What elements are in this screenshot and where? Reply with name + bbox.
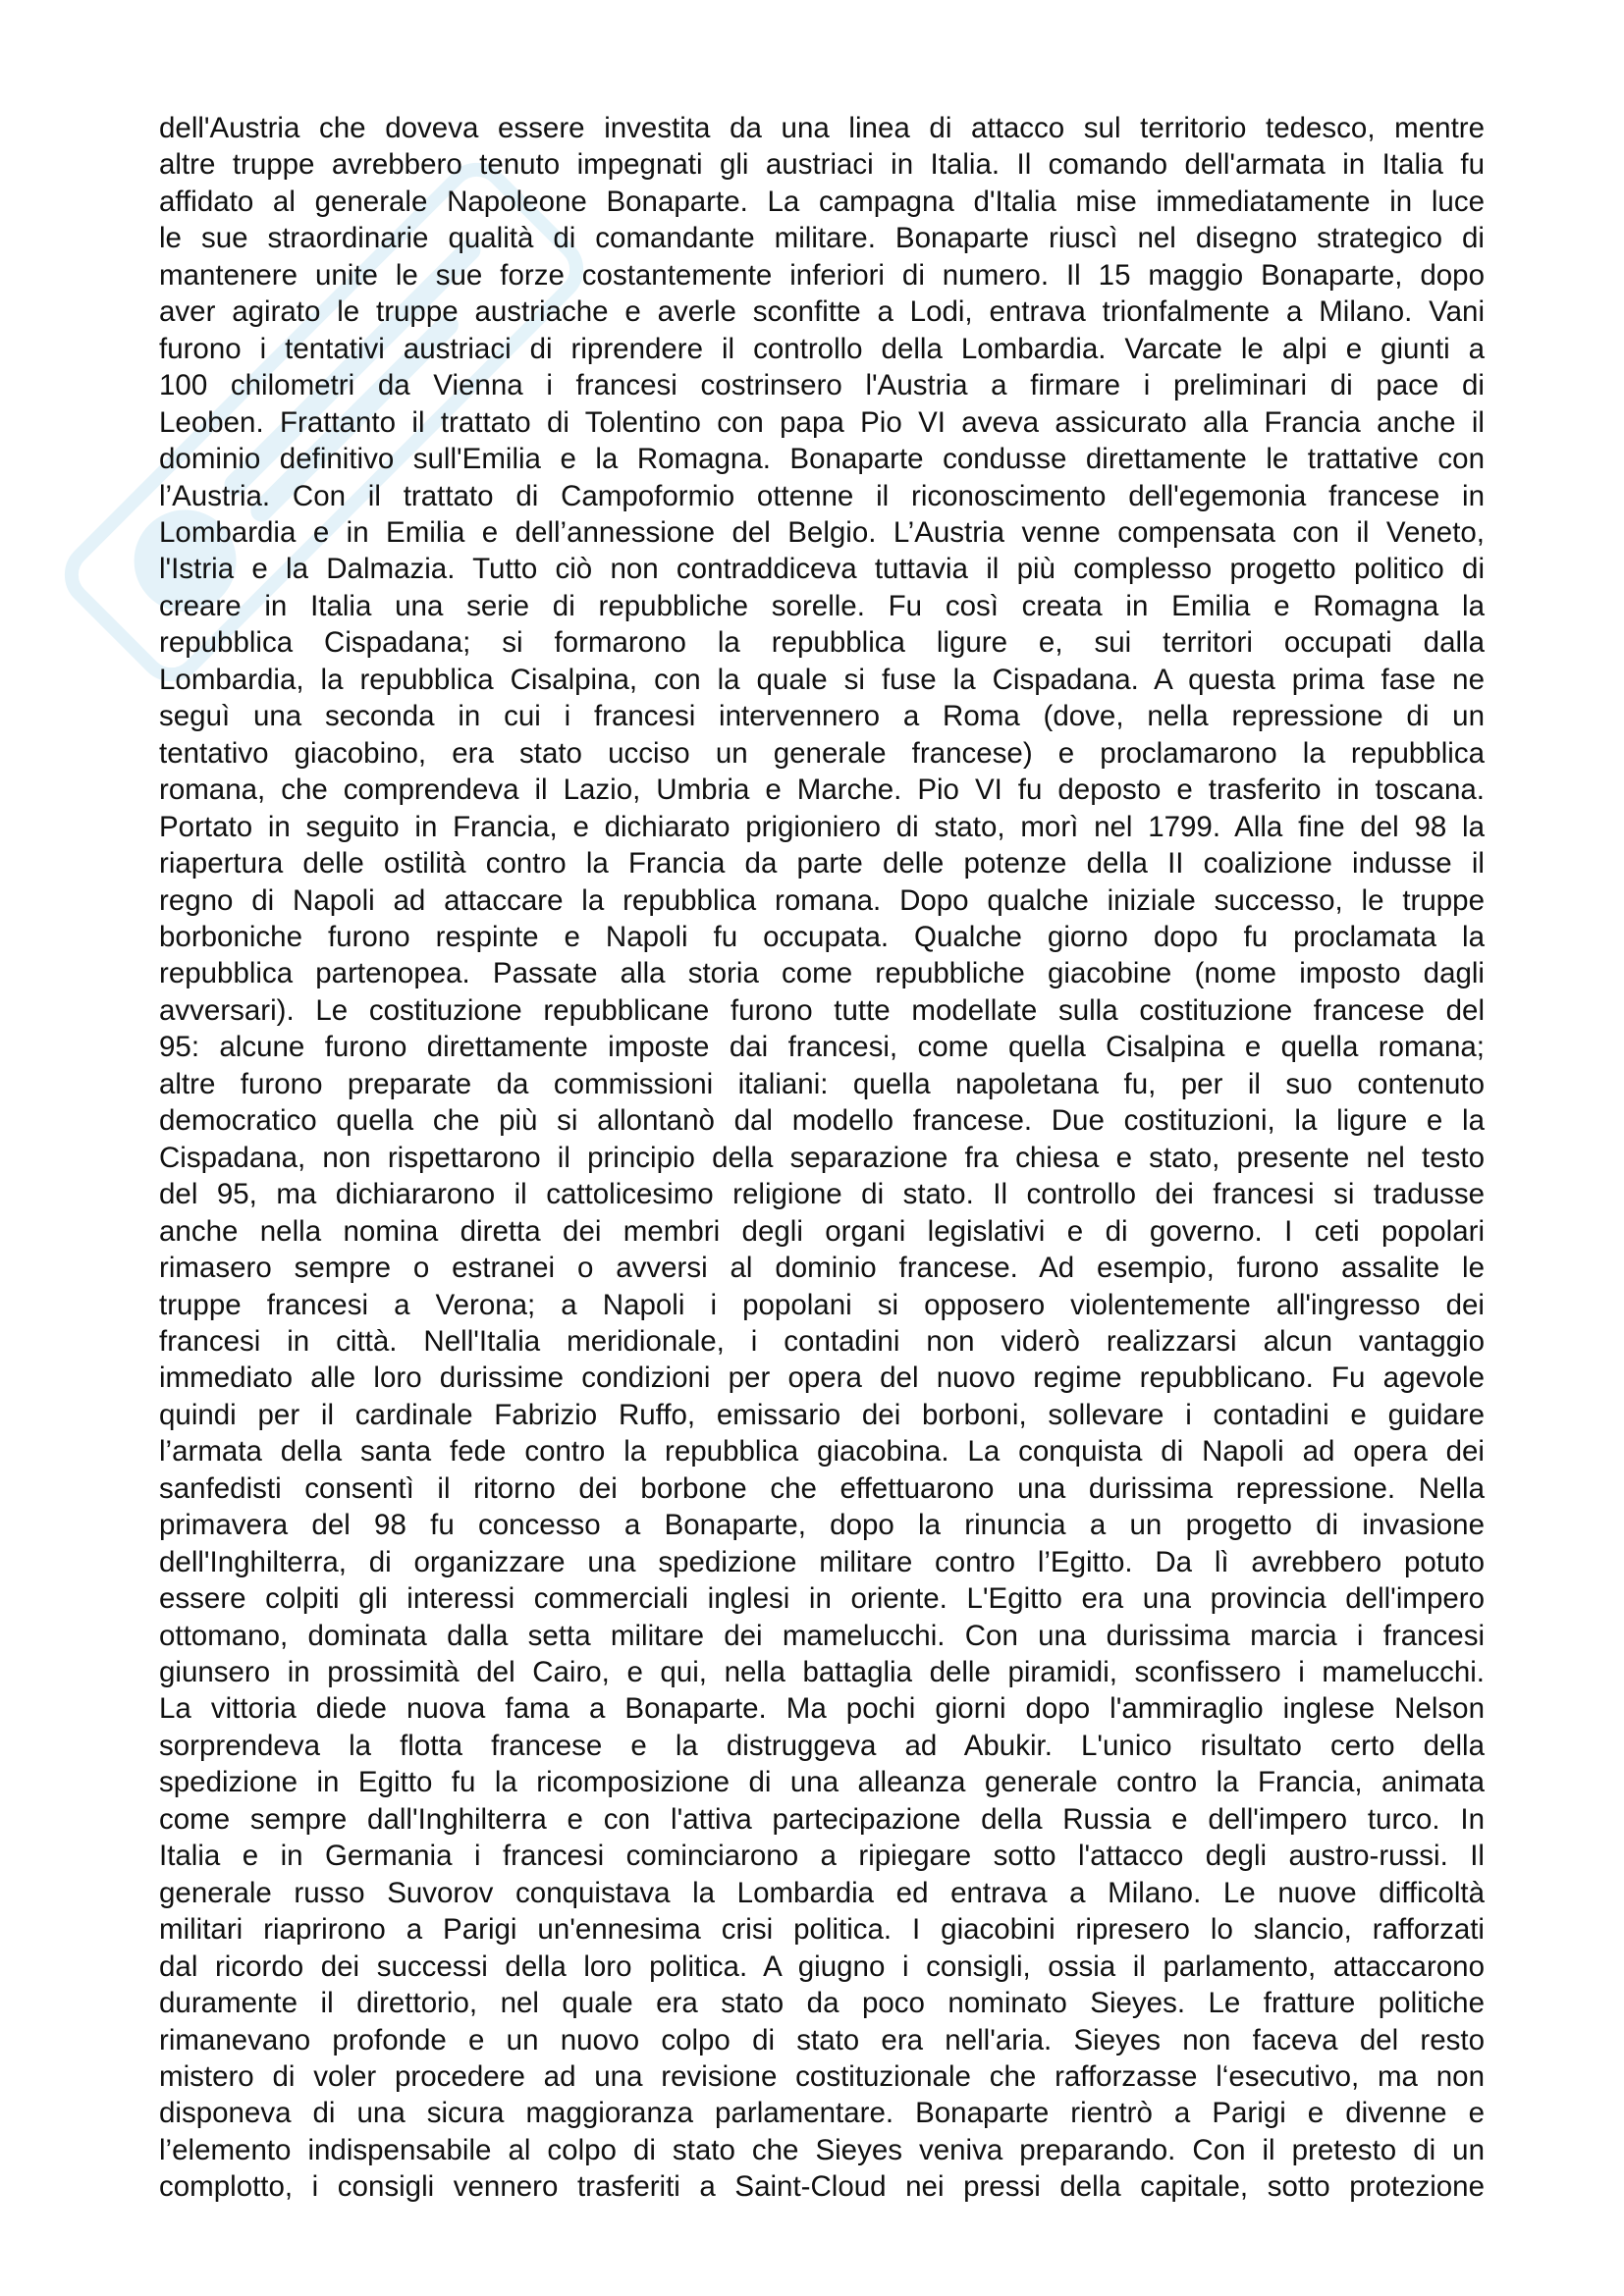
text-line: riapertura delle ostilità contro la Francia da parte delle potenze della II coalizione indusse il: [159, 847, 1485, 881]
text-line: 100 chilometri da Vienna i francesi costrinsero l'Austria a firmare i preliminari di pace di: [159, 369, 1485, 402]
text-line: quindi per il cardinale Fabrizio Ruffo, emissario dei borboni, sollevare i contadini e guidare: [159, 1398, 1485, 1431]
text-line: Lombardia e in Emilia e dell’annessione del Belgio. L’Austria venne compensata con il Veneto,: [159, 515, 1485, 549]
text-line: dell'Austria che doveva essere investita da una linea di attacco sul territorio tedesco, mentre: [159, 112, 1485, 144]
text-line: sorprendeva la flotta francese e la distruggeva ad Abukir. L'unico risultato certo della: [159, 1729, 1485, 1762]
text-line: anche nella nomina diretta dei membri degli organi legislativi e di governo. I ceti popolari: [159, 1214, 1485, 1248]
text-line: Lombardia, la repubblica Cisalpina, con la quale si fuse la Cispadana. A questa prima fase ne: [159, 663, 1485, 696]
text-line: militari riaprirono a Parigi un'ennesima crisi politica. I giacobini ripresero lo slancio, rafforzati: [159, 1913, 1485, 1947]
text-line: generale russo Suvorov conquistava la Lombardia ed entrava a Milano. Le nuove difficoltà: [159, 1876, 1485, 1909]
text-line: primavera del 98 fu concesso a Bonaparte, dopo la rinuncia a un progetto di invasione: [159, 1509, 1485, 1542]
text-line: l’Austria. Con il trattato di Campoformio ottenne il riconoscimento dell'egemonia francese in: [159, 479, 1485, 512]
text-line: democratico quella che più si allontanò dal modello francese. Due costituzioni, la ligure e la: [159, 1104, 1485, 1138]
text-line: giunsero in prossimità del Cairo, e qui, nella battaglia delle piramidi, sconfissero i mamelucchi.: [159, 1656, 1485, 1689]
text-line: tentativo giacobino, era stato ucciso un generale francese) e proclamarono la repubblica: [159, 736, 1485, 770]
text-line: rimasero sempre o estranei o avversi al dominio francese. Ad esempio, furono assalite le: [159, 1252, 1485, 1285]
text-line: immediato alle loro durissime condizioni per opera del nuovo regime repubblicano. Fu agevole: [159, 1362, 1485, 1395]
text-line: seguì una seconda in cui i francesi intervennero a Roma (dove, nella repressione di un: [159, 700, 1485, 733]
text-line: Cispadana, non rispettarono il principio della separazione fra chiesa e stato, presente nel testo: [159, 1141, 1485, 1174]
body-text: [159, 110, 1485, 2206]
text-line: l'Istria e la Dalmazia. Tutto ciò non contraddiceva tuttavia il più complesso progetto politico di: [159, 553, 1485, 586]
text-line: del 95, ma dichiararono il cattolicesimo religione di stato. Il controllo dei francesi si tradusse: [159, 1178, 1485, 1211]
text-line: l’elemento indispensabile al colpo di stato che Sieyes veniva preparando. Con il pretesto di un: [159, 2133, 1485, 2166]
text-line: Portato in seguito in Francia, e dichiarato prigioniero di stato, morì nel 1799. Alla fine del 98 la: [159, 810, 1485, 843]
text-line: furono i tentativi austriaci di riprendere il controllo della Lombardia. Varcate le alpi e giunti a: [159, 332, 1485, 365]
text-line: La vittoria diede nuova fama a Bonaparte. Ma pochi giorni dopo l'ammiraglio inglese Nelson: [159, 1692, 1485, 1726]
text-line: dal ricordo dei successi della loro politica. A giugno i consigli, ossia il parlamento, attaccarono: [159, 1949, 1485, 1983]
text-line: disponeva di una sicura maggioranza parlamentare. Bonaparte rientrò a Parigi e divenne e: [159, 2097, 1485, 2130]
text-line: altre truppe avrebbero tenuto impegnati gli austriaci in Italia. Il comando dell'armata in Italia fu: [159, 148, 1485, 182]
text-line: creare in Italia una serie di repubbliche sorelle. Fu così creata in Emilia e Romagna la: [159, 589, 1485, 622]
text-line: repubblica partenopea. Passate alla storia come repubbliche giacobine (nome imposto dagli: [159, 957, 1485, 990]
text-line: romana, che comprendeva il Lazio, Umbria e Marche. Pio VI fu deposto e trasferito in toscana.: [159, 774, 1485, 807]
text-line: dominio definitivo sull'Emilia e la Romagna. Bonaparte condusse direttamente le trattative con: [159, 443, 1485, 476]
text-line: francesi in città. Nell'Italia meridionale, i contadini non viderò realizzarsi alcun vantaggio: [159, 1324, 1485, 1358]
text-line: complotto, i consigli vennero trasferiti a Saint-Cloud nei pressi della capitale, sotto protezione: [159, 2170, 1485, 2204]
text-line: duramente il direttorio, nel quale era stato da poco nominato Sieyes. Le fratture politiche: [159, 1987, 1485, 2020]
text-line: regno di Napoli ad attaccare la repubblica romana. Dopo qualche iniziale successo, le truppe: [159, 883, 1485, 917]
text-line: le sue straordinarie qualità di comandante militare. Bonaparte riuscì nel disegno strategico di: [159, 222, 1485, 255]
text-line: aver agirato le truppe austriache e averle sconfitte a Lodi, entrava trionfalmente a Milano. Vani: [159, 295, 1485, 329]
text-line: repubblica Cispadana; si formarono la repubblica ligure e, sui territori occupati dalla: [159, 626, 1485, 660]
text-line: ottomano, dominata dalla setta militare dei mamelucchi. Con una durissima marcia i francesi: [159, 1619, 1485, 1652]
text-line: sanfedisti consentì il ritorno dei borbone che effettuarono una durissima repressione. Nella: [159, 1471, 1485, 1505]
text-line: avversari). Le costituzione repubblicane furono tutte modellate sulla costituzione francese del: [159, 993, 1485, 1027]
text-line: affidato al generale Napoleone Bonaparte. La campagna d'Italia mise immediatamente in luce: [159, 185, 1485, 218]
text-line: come sempre dall'Inghilterra e con l'attiva partecipazione della Russia e dell'impero turco. In: [159, 1802, 1485, 1836]
text-line: mantenere unite le sue forze costantemente inferiori di numero. Il 15 maggio Bonaparte, dopo: [159, 258, 1485, 292]
text-line: rimanevano profonde e un nuovo colpo di stato era nell'aria. Sieyes non faceva del resto: [159, 2023, 1485, 2056]
text-line: altre furono preparate da commissioni italiani: quella napoletana fu, per il suo contenuto: [159, 1067, 1485, 1100]
text-line: Italia e in Germania i francesi cominciarono a ripiegare sotto l'attacco degli austro-russi. Il: [159, 1840, 1485, 1873]
text-line: truppe francesi a Verona; a Napoli i popolani si opposero violentemente all'ingresso dei: [159, 1288, 1485, 1321]
text-line: l’armata della santa fede contro la repubblica giacobina. La conquista di Napoli ad opera dei: [159, 1435, 1485, 1468]
text-line: dell'Inghilterra, di organizzare una spedizione militare contro l’Egitto. Da lì avrebbero potuto: [159, 1545, 1485, 1578]
text-line: essere colpiti gli interessi commerciali inglesi in oriente. L'Egitto era una provincia dell'impero: [159, 1582, 1485, 1616]
text-line: Leoben. Frattanto il trattato di Tolentino con papa Pio VI aveva assicurato alla Francia anche il: [159, 405, 1485, 439]
text-line: mistero di voler procedere ad una revisione costituzionale che rafforzasse l‘esecutivo, ma non: [159, 2060, 1485, 2094]
text-line: spedizione in Egitto fu la ricomposizione di una alleanza generale contro la Francia, animata: [159, 1766, 1485, 1799]
text-line: borboniche furono respinte e Napoli fu occupata. Qualche giorno dopo fu proclamata la: [159, 920, 1485, 953]
text-line: 95: alcune furono direttamente imposte dai francesi, come quella Cisalpina e quella romana;: [159, 1031, 1485, 1064]
